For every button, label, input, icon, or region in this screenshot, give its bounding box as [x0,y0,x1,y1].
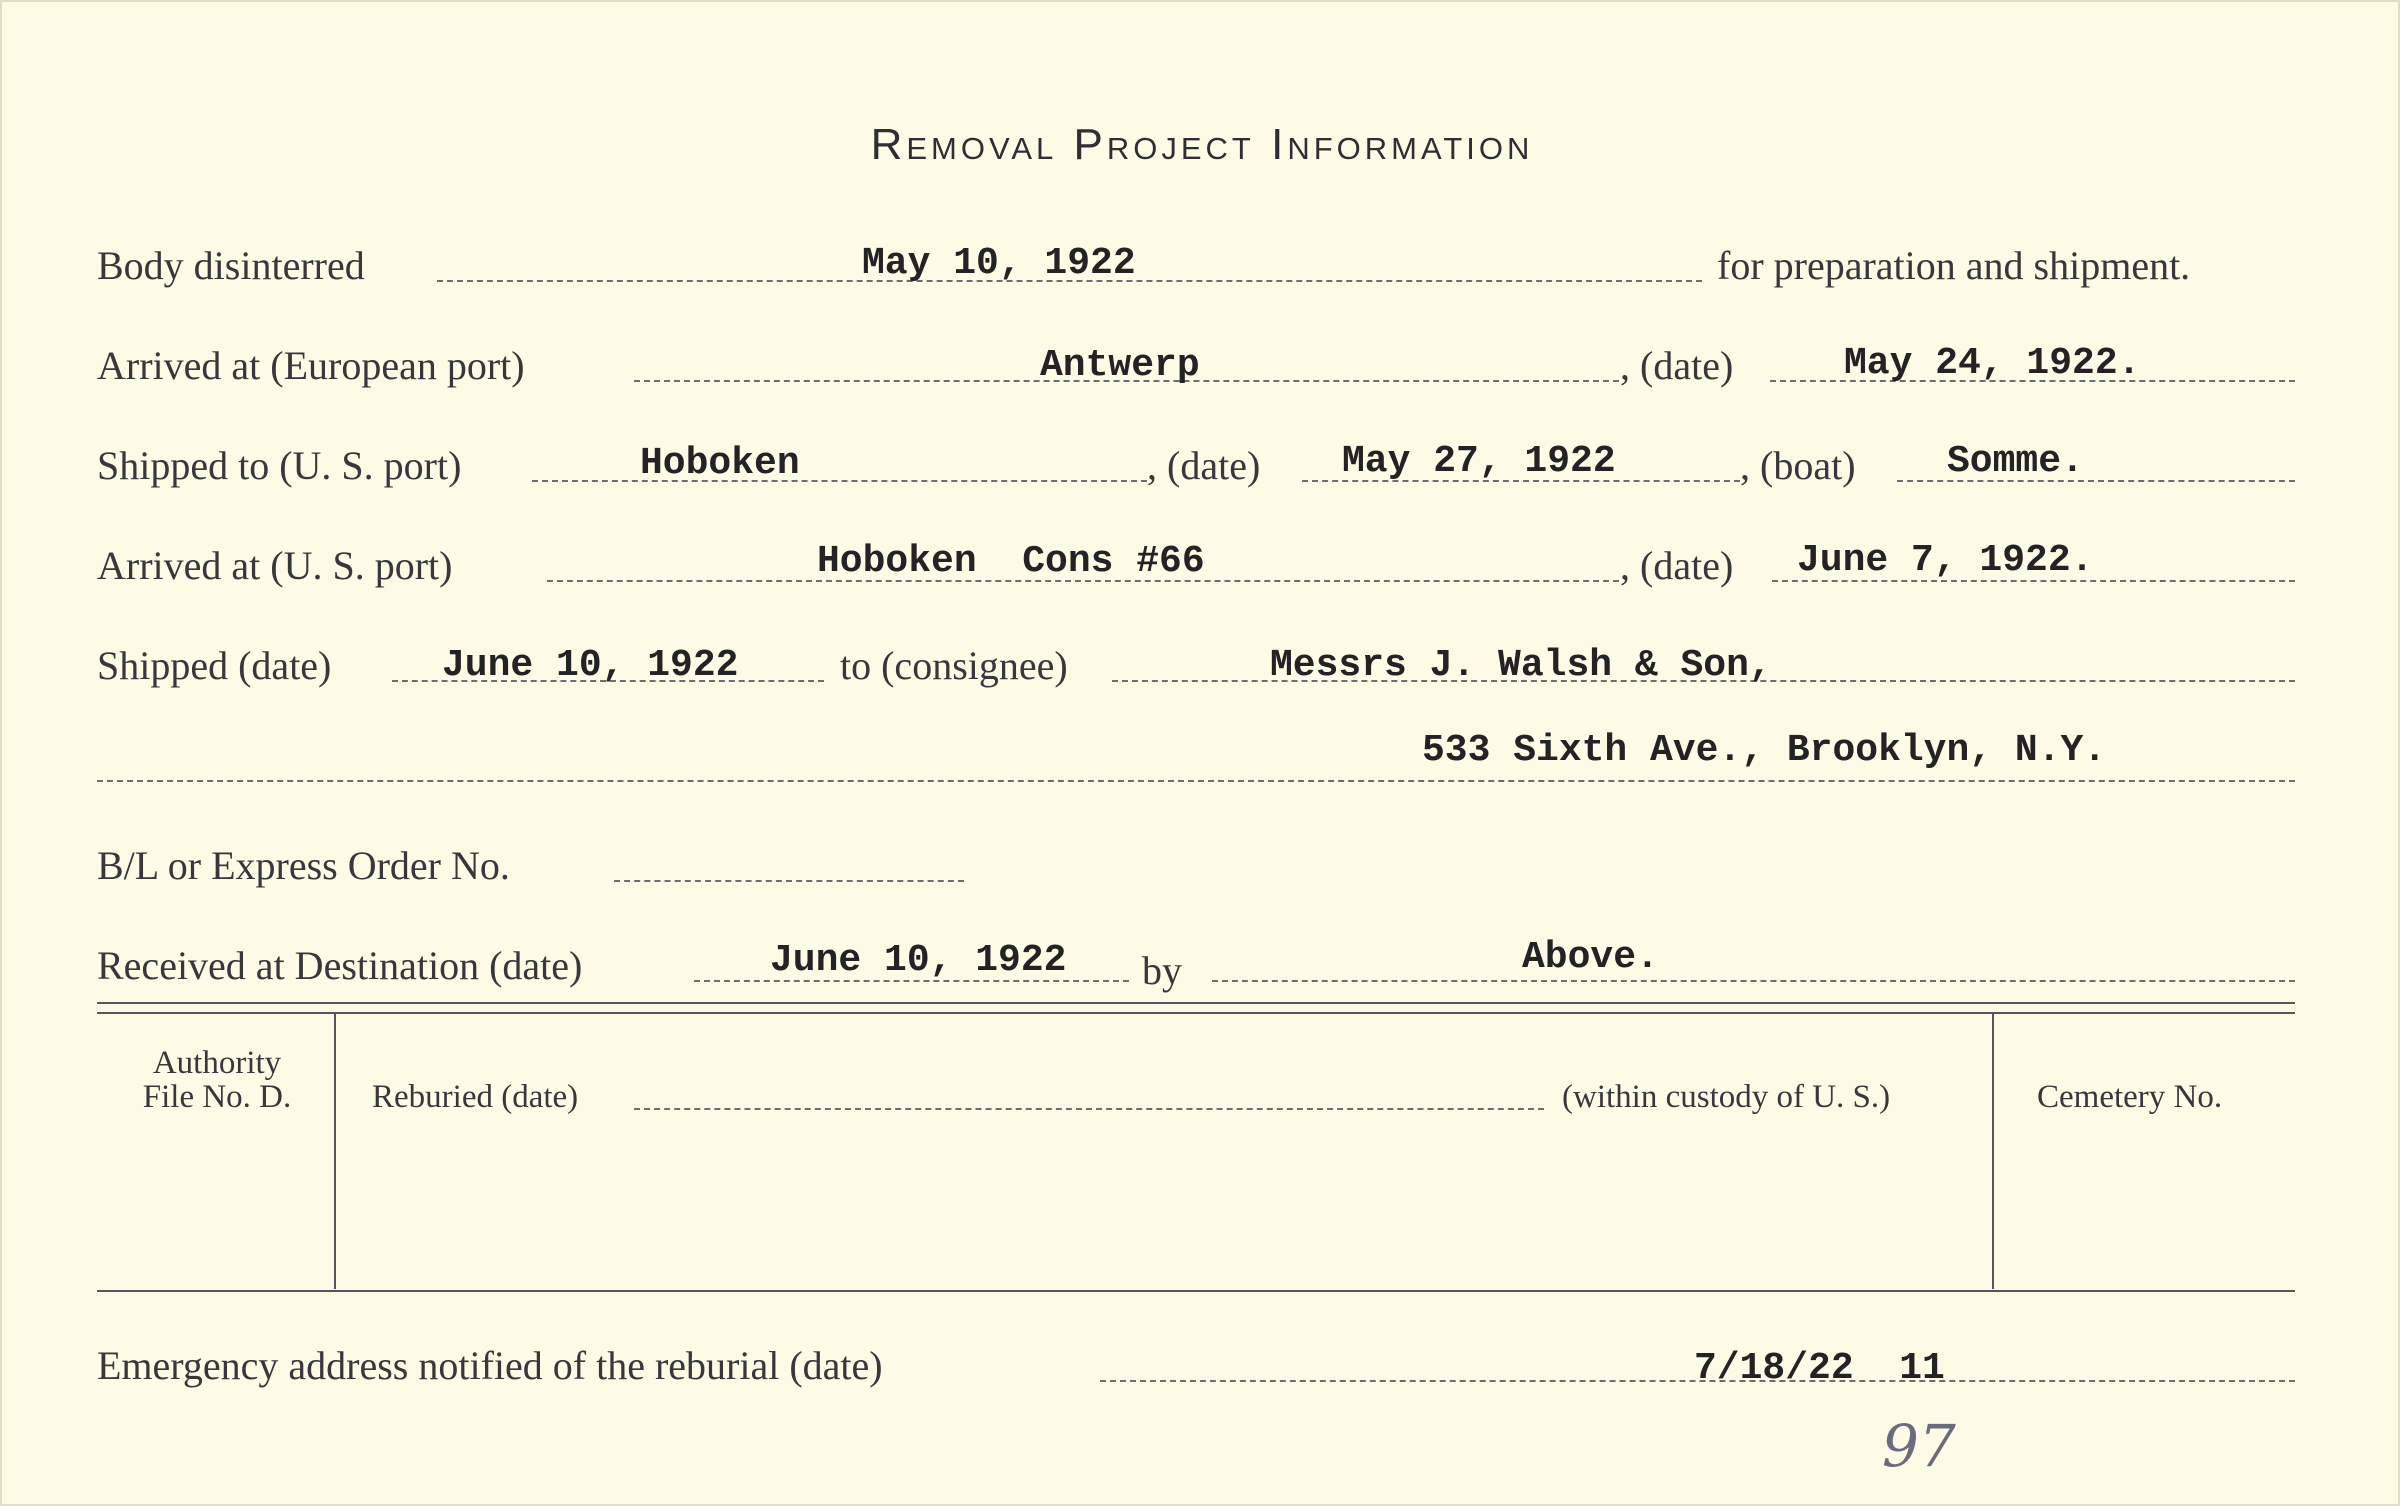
handwritten-note: 97 [1882,1412,1956,1480]
label-boat: , (boat) [1740,443,1856,488]
card-title: Removal Project Information [870,120,1534,169]
value-european-date: May 24, 1922. [1844,342,2141,385]
label-authority: Authority [152,1045,282,1081]
value-shipped-date: May 27, 1922 [1342,440,1616,483]
line-consignee-address [97,780,2295,782]
value-disinterred-date: May 10, 1922 [862,242,1136,285]
label-shipped-date: Shipped (date) [97,643,332,688]
label-file-no: File No. D. [142,1079,292,1115]
line-us-port-shipped [532,480,1147,482]
divider-cemetery [1992,1014,1994,1289]
divider-authority [334,1014,336,1289]
label-arrived-us: Arrived at (U. S. port) [97,543,453,588]
label-reburied: Reburied (date) [372,1079,579,1115]
line-bl-order [614,880,964,882]
label-to-consignee: to (consignee) [840,643,1068,688]
value-consignee: Messrs J. Walsh & Son, [1270,644,1772,687]
label-bl-order: B/L or Express Order No. [97,843,510,888]
label-date-3: , (date) [1620,543,1734,588]
label-arrived-european: Arrived at (European port) [97,343,525,388]
value-received-date: June 10, 1922 [770,939,1067,982]
label-within-custody: (within custody of U. S.) [1562,1079,1891,1115]
value-received-by: Above. [1522,936,1659,979]
label-by: by [1142,948,1182,993]
label-emergency: Emergency address notified of the reburial (date) [97,1343,883,1388]
value-european-port: Antwerp [1040,344,1200,387]
double-rule-top [97,1002,2295,1004]
label-shipped-to-us: Shipped to (U. S. port) [97,443,462,488]
rule-lower-section [97,1290,2295,1292]
label-for-preparation: for preparation and shipment. [1717,243,2191,288]
value-consignee-shipped-date: June 10, 1922 [442,644,739,687]
line-received-by [1212,980,2295,982]
value-us-port-arrived: Hoboken Cons #66 [817,540,1205,583]
value-emergency-date: 7/18/22 11 [1694,1347,1945,1390]
value-us-port-shipped: Hoboken [640,442,800,485]
label-body-disinterred: Body disinterred [97,243,365,288]
value-consignee-address: 533 Sixth Ave., Brooklyn, N.Y. [1422,729,2107,772]
label-cemetery-no: Cemetery No. [2037,1079,2223,1115]
value-boat: Somme. [1947,440,2084,483]
value-arrived-date: June 7, 1922. [1797,539,2094,582]
label-date-2: , (date) [1147,443,1261,488]
label-received-destination: Received at Destination (date) [97,943,583,988]
line-reburied [634,1108,1544,1110]
label-date-1: , (date) [1620,343,1734,388]
double-rule-bottom [97,1012,2295,1014]
